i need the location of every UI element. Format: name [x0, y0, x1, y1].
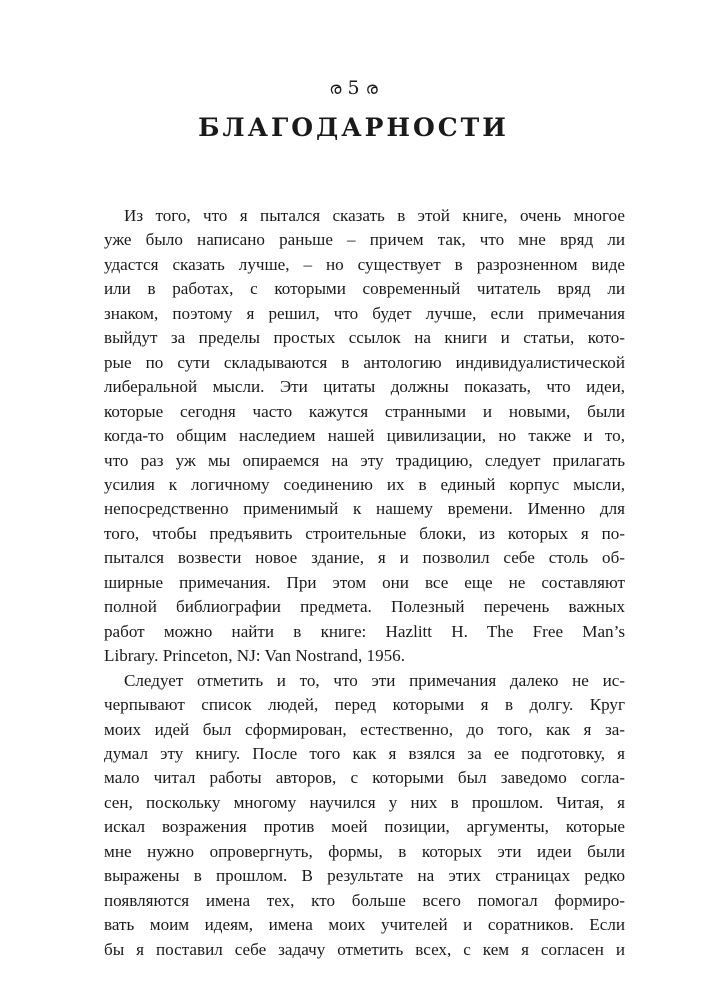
text-line: знаком, поэтому я решил, что будет лучше, если примечания: [104, 303, 625, 323]
chapter-title: БЛАГОДАРНОСТИ: [198, 113, 509, 142]
text-line: сен, поскольку многому научился у них в прошлом. Читая, я: [104, 792, 625, 812]
body-text: [104, 204, 625, 962]
text-line: того, чтобы предъявить строительные блоки, из которых я по-: [104, 523, 625, 543]
text-line: выйдут за пределы простых ссылок на книги и статьи, кото-: [104, 328, 625, 348]
text-line: усилия к логичному соединению их в единый корпус мысли,: [104, 474, 625, 494]
text-line: мне нужно опровергнуть, формы, в которых эти идеи были: [104, 841, 625, 861]
text-line: которые сегодня часто кажутся странными и новыми, были: [104, 401, 625, 421]
text-line: появляются имена тех, кто больше всего помогал формиро-: [104, 890, 625, 910]
paragraph: [104, 669, 625, 962]
text-line: ширные примечания. При этом они все еще не составляют: [104, 572, 625, 592]
text-line: рые по сути складываются в антологию индивидуалистической: [104, 352, 625, 372]
text-line: или в работах, с которыми современный читатель вряд ли: [104, 279, 625, 299]
text-line: работ можно найти в книге: Hazlitt H. The Free Man’s: [104, 621, 625, 641]
text-line: либеральной мысли. Эти цитаты должны показать, что идеи,: [104, 377, 625, 397]
text-line: удастся сказать лучше, – но существует в разрозненном виде: [104, 254, 625, 274]
text-line: искал возражения против моей позиции, аргументы, которые: [104, 817, 625, 837]
text-line: непосредственно применимый к нашему времени. Именно для: [104, 499, 625, 519]
text-line: бы я поставил себе задачу отметить всех, с кем я согласен и: [104, 939, 625, 959]
text-line: пытался возвести новое здание, я и позволил себе столь об-: [104, 548, 625, 568]
text-line: Из того, что я пытался сказать в этой книге, очень многое: [124, 206, 625, 225]
text-line: мало читал работы авторов, с которыми был заведомо согла-: [104, 768, 625, 788]
text-line: вать моим идеям, имена моих учителей и соратников. Если: [104, 915, 625, 935]
text-line: Следует отметить и то, что эти примечания далеко не ис-: [124, 670, 625, 690]
chapter-number-value: 5: [347, 77, 360, 99]
ornament-left-icon: ര: [329, 79, 342, 99]
text-line: думал эту книгу. После того как я взялся за ее подготовку, я: [104, 743, 625, 763]
text-line: что раз уж мы опираемся на эту традицию, следует прилагать: [104, 450, 625, 470]
ornament-right-icon: ര: [365, 79, 378, 99]
text-line: полной библиографии предмета. Полезный перечень важных: [104, 597, 625, 617]
text-line: уже было написано раньше – причем так, что мне вряд ли: [104, 230, 625, 250]
text-line: моих идей был сформирован, естественно, до того, как я за-: [104, 719, 625, 739]
chapter-number: [0, 76, 707, 101]
paragraph: [104, 204, 625, 669]
text-line: выражены в прошлом. В результате на этих страницах редко: [104, 866, 625, 886]
text-line: черпывают список людей, перед которыми я в долгу. Круг: [104, 695, 625, 715]
text-line: когда-то общим наследием нашей цивилизации, но также и то,: [104, 426, 625, 446]
text-line: Library. Princeton, NJ: Van Nostrand, 1956.: [104, 646, 405, 666]
